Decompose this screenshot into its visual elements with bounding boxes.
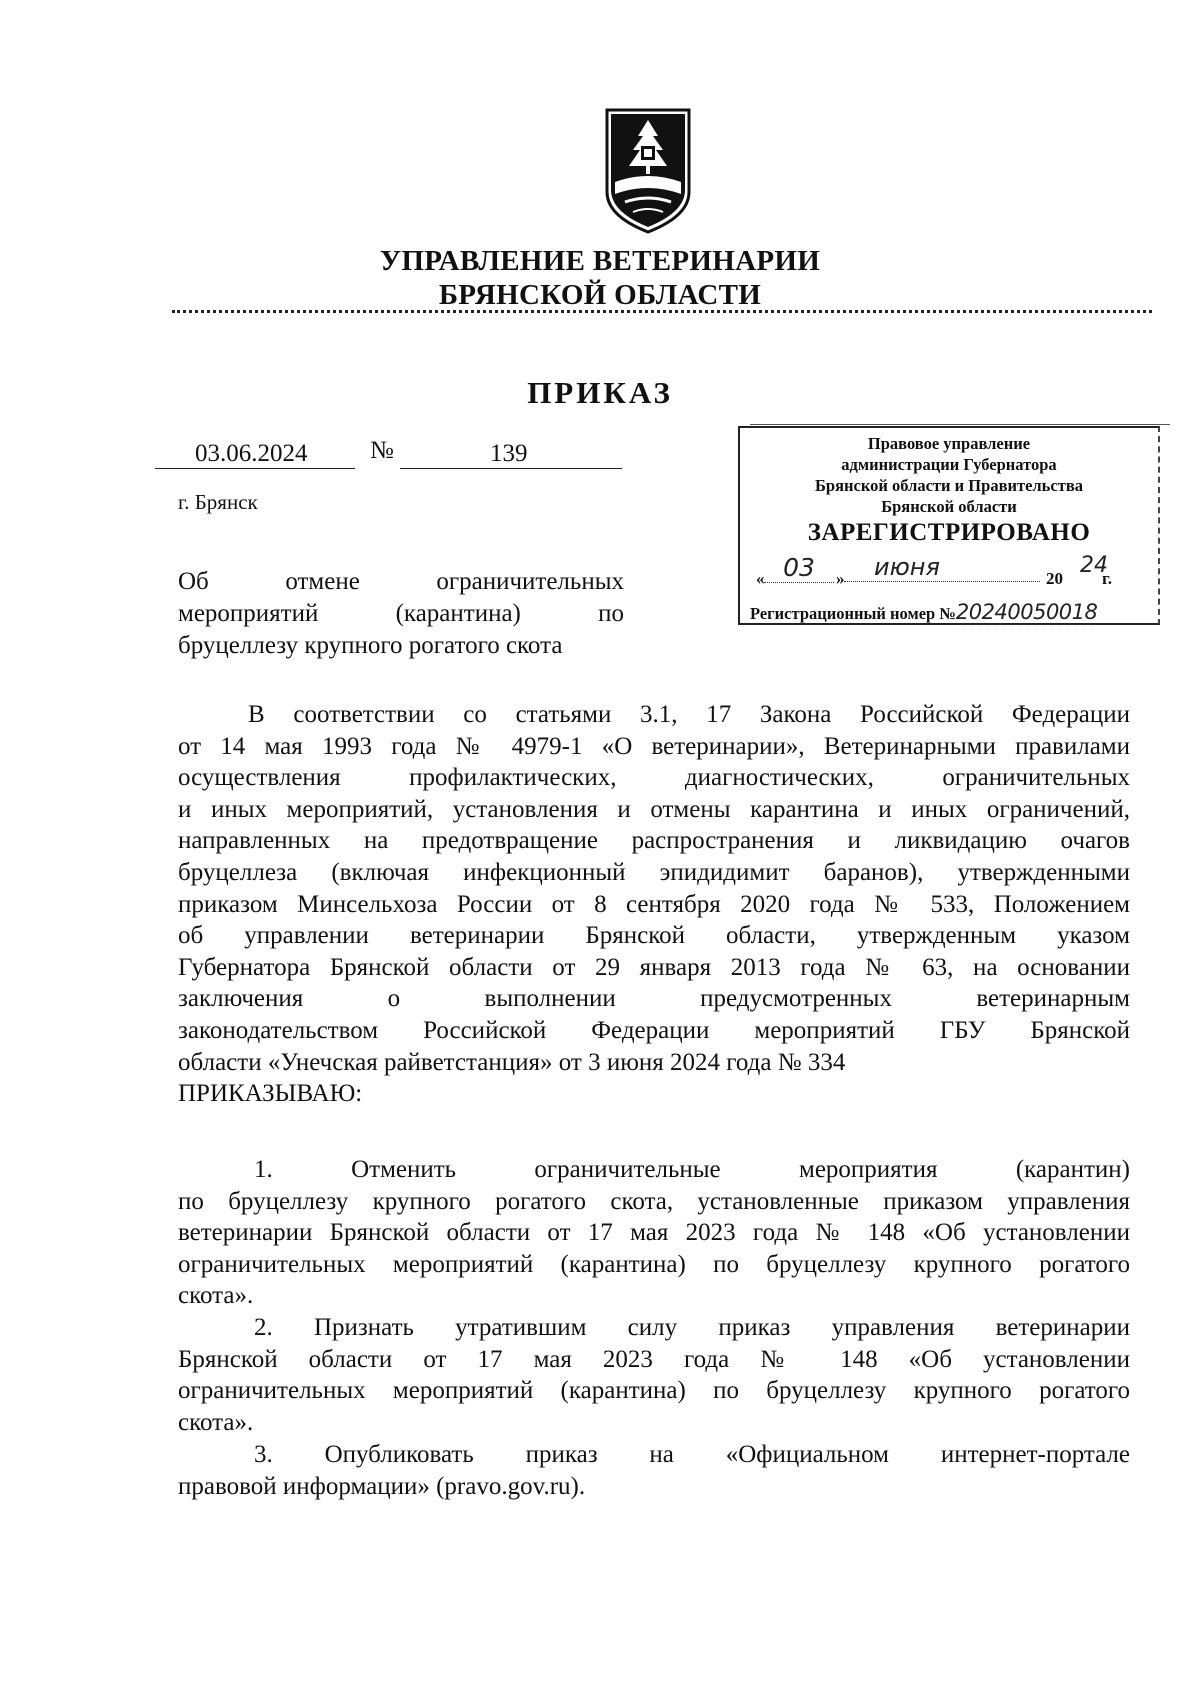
paragraph-line: ограничительных мероприятий (карантина) по бруцеллезу крупного рогатого: [178, 1377, 1130, 1405]
paragraph-line: и иных мероприятий, установления и отмены карантина и иных ограничений,: [178, 795, 1130, 823]
preamble-paragraph: [178, 699, 1130, 1110]
paragraph-line: ограничительных мероприятий (карантина) по бруцеллезу крупного рогатого: [178, 1250, 1130, 1278]
stamp-day: 03: [764, 553, 834, 583]
document-title: ПРИКАЗ: [527, 375, 673, 410]
document-subject: [178, 566, 624, 662]
stamp-quote-open: «: [756, 569, 765, 588]
stamp-top-edge: [750, 424, 1170, 425]
stamp-line: Правовое управление: [867, 434, 1031, 453]
stamp-line: администрации Губернатора: [841, 455, 1057, 474]
stamp-quote-close: »: [836, 569, 845, 588]
paragraph-line: осуществления профилактических, диагностических, ограничительных: [178, 764, 1130, 792]
paragraph-line: 1. Отменить ограничительные мероприятия (карантин): [254, 1156, 1130, 1183]
stamp-date: [740, 553, 1158, 593]
stamp-reg-label: Регистрационный номер №: [750, 604, 956, 623]
org-name-line2: БРЯНСКОЙ ОБЛАСТИ: [438, 279, 762, 311]
stamp-year-suffix: 24: [1080, 553, 1108, 578]
paragraph-line: 2. Признать утратившим силу приказ управления ветеринарии: [254, 1314, 1130, 1341]
number-sign: №: [370, 437, 394, 464]
paragraph-line: Брянской области от 17 мая 2023 года № 148 «Об установлении: [178, 1345, 1130, 1373]
order-item-2: [178, 1312, 1130, 1438]
stamp-registered: ЗАРЕГИСТРИРОВАНО: [807, 519, 1091, 546]
org-name-line1: УПРАВЛЕНИЕ ВЕТЕРИНАРИИ: [379, 245, 821, 277]
order-item-3: [178, 1439, 1130, 1502]
paragraph-line: заключения о выполнении предусмотренных ветеринарным: [178, 985, 1130, 1013]
subject-line: бруцеллезу крупного рогатого скота: [178, 632, 563, 659]
order-keyword: ПРИКАЗЫВАЮ:: [178, 1080, 363, 1108]
stamp-line: Брянской области: [881, 497, 1017, 516]
stamp-year-unit: г.: [1102, 569, 1113, 588]
paragraph-line: скота».: [178, 1408, 254, 1436]
document-city: г. Брянск: [178, 490, 258, 514]
paragraph-line: приказом Минсельхоза России от 8 сентября 2020 года № 533, Положением: [178, 890, 1130, 918]
stamp-line: Брянской области и Правительства: [815, 476, 1083, 495]
paragraph-line: от 14 мая 1993 года № 4979-1 «О ветеринарии», Ветеринарными правилами: [178, 732, 1130, 760]
coat-of-arms-icon: [603, 108, 693, 234]
subject-line: Об отмене ограничительных: [178, 568, 624, 595]
paragraph-line: правовой информации» (pravo.gov.ru).: [178, 1472, 586, 1500]
paragraph-line: В соответствии со статьями 3.1, 17 Закона Российской Федерации: [248, 701, 1130, 728]
paragraph-line: направленных на предотвращение распространения и ликвидацию очагов: [178, 827, 1130, 855]
paragraph-line: ветеринарии Брянской области от 17 мая 2023 года № 148 «Об установлении: [178, 1219, 1130, 1247]
stamp-reg-value: 20240050018: [955, 600, 1098, 624]
paragraph-line: по бруцеллезу крупного рогатого скота, установленные приказом управления: [178, 1187, 1130, 1215]
stamp-month: июня: [844, 553, 1040, 582]
subject-line: мероприятий (карантина) по: [178, 600, 624, 627]
stamp-reg-number: [750, 600, 1158, 624]
paragraph-line: области «Унечская райветстанция» от 3 июня 2024 года № 334: [178, 1048, 846, 1076]
document-number: 139: [490, 440, 528, 467]
paragraph-line: скота».: [178, 1282, 254, 1310]
header-divider: [172, 310, 1152, 313]
paragraph-line: 3. Опубликовать приказ на «Официальном интернет-портале: [254, 1441, 1130, 1468]
order-item-1: [178, 1154, 1130, 1312]
paragraph-line: Губернатора Брянской области от 29 января 2013 года № 63, на основании: [178, 953, 1130, 981]
paragraph-line: бруцеллеза (включая инфекционный эпидидимит баранов), утвержденными: [178, 858, 1130, 886]
paragraph-line: законодательством Российской Федерации мероприятий ГБУ Брянской: [178, 1016, 1130, 1044]
registration-stamp: [738, 426, 1160, 625]
paragraph-line: об управлении ветеринарии Брянской области, утвержденным указом: [178, 922, 1130, 950]
stamp-year-prefix: 20: [1046, 569, 1063, 588]
document-date: 03.06.2024: [195, 440, 308, 467]
